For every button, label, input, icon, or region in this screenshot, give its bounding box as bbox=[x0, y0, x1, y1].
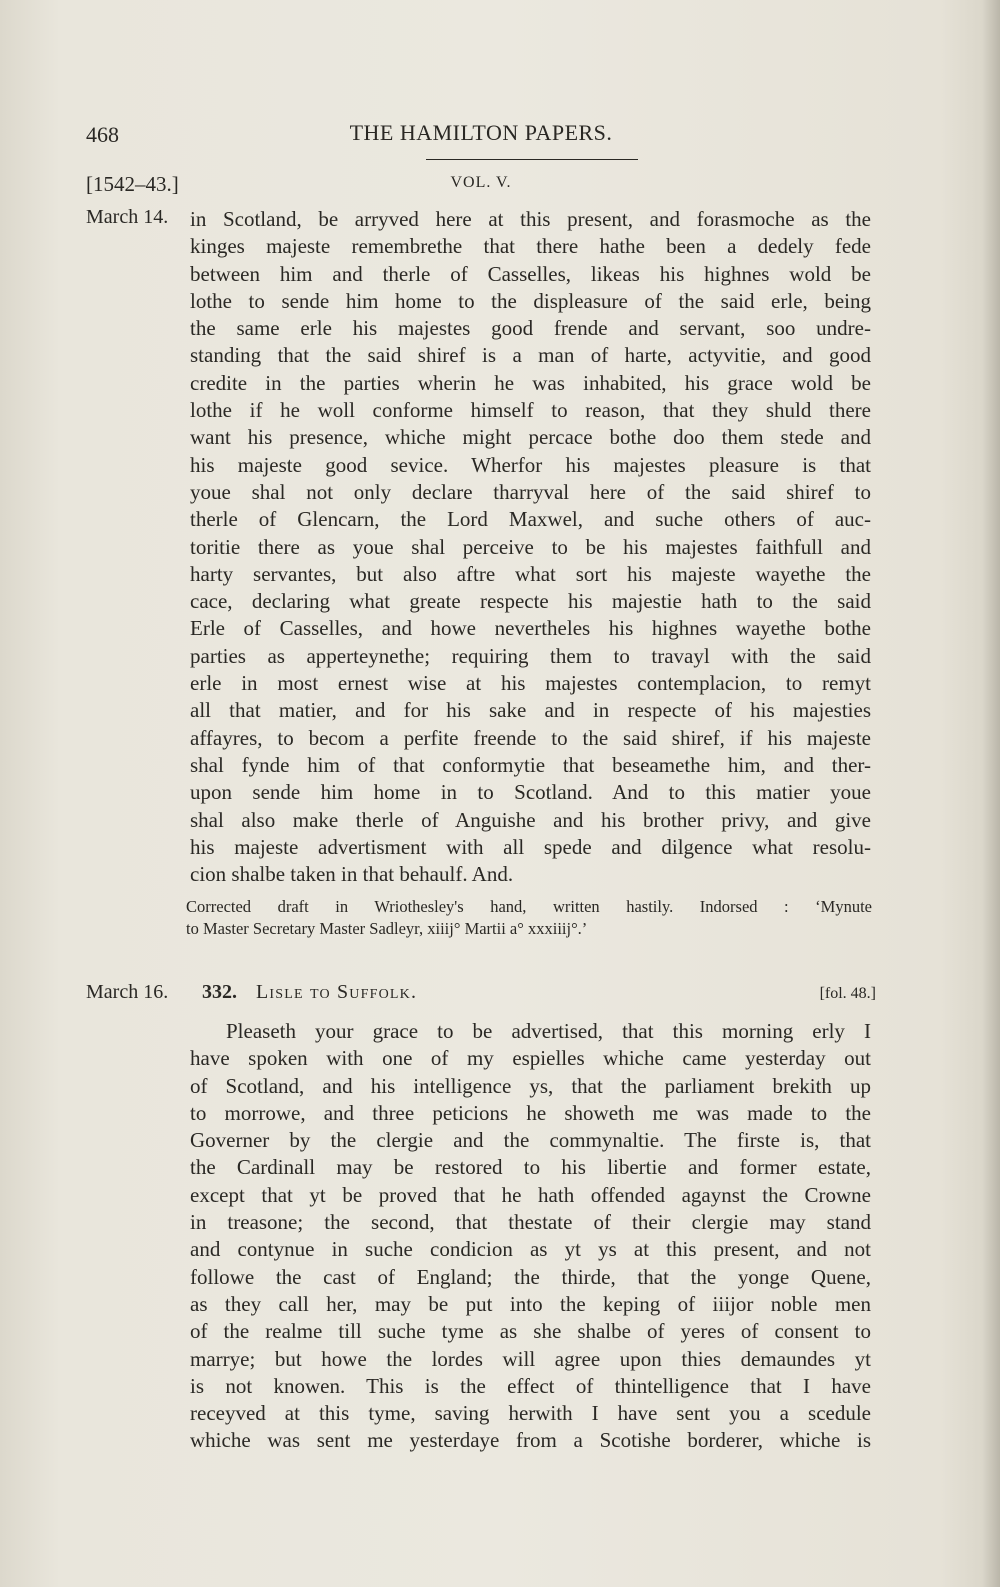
page-edge-shadow bbox=[982, 0, 1000, 1587]
letter2-body bbox=[190, 1018, 871, 1455]
text-line: the same erle his majestes good frende and servant, soo undre- bbox=[190, 316, 871, 341]
text-line: cion shalbe taken in that behaulf. And. bbox=[190, 862, 514, 887]
text-line: toritie there as youe shal perceive to be his majestes faithfull and bbox=[190, 534, 871, 559]
letter1-body bbox=[190, 206, 871, 888]
text-line: Governer by the clergie and the commynaltie. The firste is, that bbox=[190, 1128, 871, 1153]
letter2-heading bbox=[86, 981, 876, 1013]
text-line: marrye; but howe the lordes will agree upon thies demaundes yt bbox=[190, 1346, 871, 1371]
text-line: in treasone; the second, that thestate of their clergie may stand bbox=[190, 1210, 871, 1235]
editorial-note bbox=[186, 896, 872, 940]
text-line: shal fynde him of that conformytie that beseamethe him, and ther- bbox=[190, 752, 871, 777]
text-line: credite in the parties wherin he was inhabited, his grace wold be bbox=[190, 370, 871, 395]
text-line: want his presence, whiche might percace bothe doo them stede and bbox=[190, 425, 871, 450]
text-line: Erle of Casselles, and howe nevertheles his highnes wayethe bothe bbox=[190, 616, 871, 641]
text-line: whiche was sent me yesterdaye from a Scotishe borderer, whiche is bbox=[190, 1428, 871, 1453]
year-bracket: [1542–43.] bbox=[86, 172, 179, 196]
text-line: his majeste advertisment with all spede and dilgence what resolu- bbox=[190, 834, 871, 859]
text-line: of Scotland, and his intelligence ys, that the parliament brekith up bbox=[190, 1073, 871, 1098]
text-line: between him and therle of Casselles, likeas his highnes wold be bbox=[190, 261, 871, 286]
letter2-margin-date: March 16. bbox=[86, 981, 169, 1003]
text-line: his majeste good sevice. Wherfor his majestes pleasure is that bbox=[190, 452, 871, 477]
text-line: to morrowe, and three peticions he showeth me was made to the bbox=[190, 1100, 871, 1125]
text-line: followe the cast of England; the thirde, that the yonge Quene, bbox=[190, 1264, 871, 1289]
text-line: have spoken with one of my espielles whiche came yesterday out bbox=[190, 1046, 871, 1071]
text-line: except that yt be proved that he hath offended agaynst the Crowne bbox=[190, 1182, 871, 1207]
text-line: and contynue in suche condicion as yt ys at this present, and not bbox=[190, 1237, 871, 1262]
text-line: lothe if he woll conforme himself to reason, that they shuld there bbox=[190, 398, 871, 423]
text-line: kinges majeste remembrethe that there hathe been a dedely fede bbox=[190, 234, 871, 259]
letter1-margin-date: March 14. bbox=[86, 206, 169, 228]
text-line: Pleaseth your grace to be advertised, that this morning erly I bbox=[226, 1019, 871, 1043]
volume-label: VOL. V. bbox=[450, 174, 512, 191]
text-line: harty servantes, but also aftre what sort his majeste wayethe the bbox=[190, 561, 871, 586]
text-line: the Cardinall may be restored to his libertie and former estate, bbox=[190, 1155, 871, 1180]
text-line: standing that the said shiref is a man of harte, actyvitie, and good bbox=[190, 343, 871, 368]
title-rule bbox=[426, 159, 638, 160]
text-line: of the realme till suche tyme as she shalbe of yeres of consent to bbox=[190, 1319, 871, 1344]
text-line: Corrected draft in Wriothesley's hand, written hastily. Indorsed : ‘Mynute bbox=[186, 897, 872, 916]
text-line: parties as apperteynethe; requiring them to travayl with the said bbox=[190, 643, 871, 668]
document-title: Lisle to Suffolk. bbox=[256, 981, 418, 1003]
folio-reference: [fol. 48.] bbox=[819, 985, 876, 1002]
text-line: lothe to sende him home to the displeasure of the said erle, being bbox=[190, 288, 871, 313]
text-line: in Scotland, be arryved here at this present, and forasmoche as the bbox=[190, 207, 871, 231]
page-header bbox=[86, 116, 876, 156]
text-line: all that matier, and for his sake and in respecte of his majesties bbox=[190, 698, 871, 723]
text-line: youe shal not only declare tharryval here of the said shiref to bbox=[190, 479, 871, 504]
text-line: shal also make therle of Anguishe and his brother privy, and give bbox=[190, 807, 871, 832]
page-number: 468 bbox=[86, 122, 119, 147]
text-line: as they call her, may be put into the keping of iiijor noble men bbox=[190, 1291, 871, 1316]
text-line: cace, declaring what greate respecte his majestie hath to the said bbox=[190, 589, 871, 614]
text-line: is not knowen. This is the effect of thintelligence that I have bbox=[190, 1373, 871, 1398]
text-line: receyved at this tyme, saving herwith I have sent you a scedule bbox=[190, 1401, 871, 1426]
sub-header bbox=[86, 172, 876, 202]
text-line: erle in most ernest wise at his majestes contemplacion, to remyt bbox=[190, 671, 871, 696]
text-line: upon sende him home in to Scotland. And to this matier youe bbox=[190, 780, 871, 805]
text-line: affayres, to becom a perfite freende to the said shiref, if his majeste bbox=[190, 725, 871, 750]
text-line: to Master Secretary Master Sadleyr, xiiij° Martii a° xxxiiij°.’ bbox=[186, 919, 588, 938]
document-number: 332. bbox=[202, 981, 237, 1003]
running-title: THE HAMILTON PAPERS. bbox=[349, 120, 613, 145]
text-line: therle of Glencarn, the Lord Maxwel, and suche others of auc- bbox=[190, 507, 871, 532]
